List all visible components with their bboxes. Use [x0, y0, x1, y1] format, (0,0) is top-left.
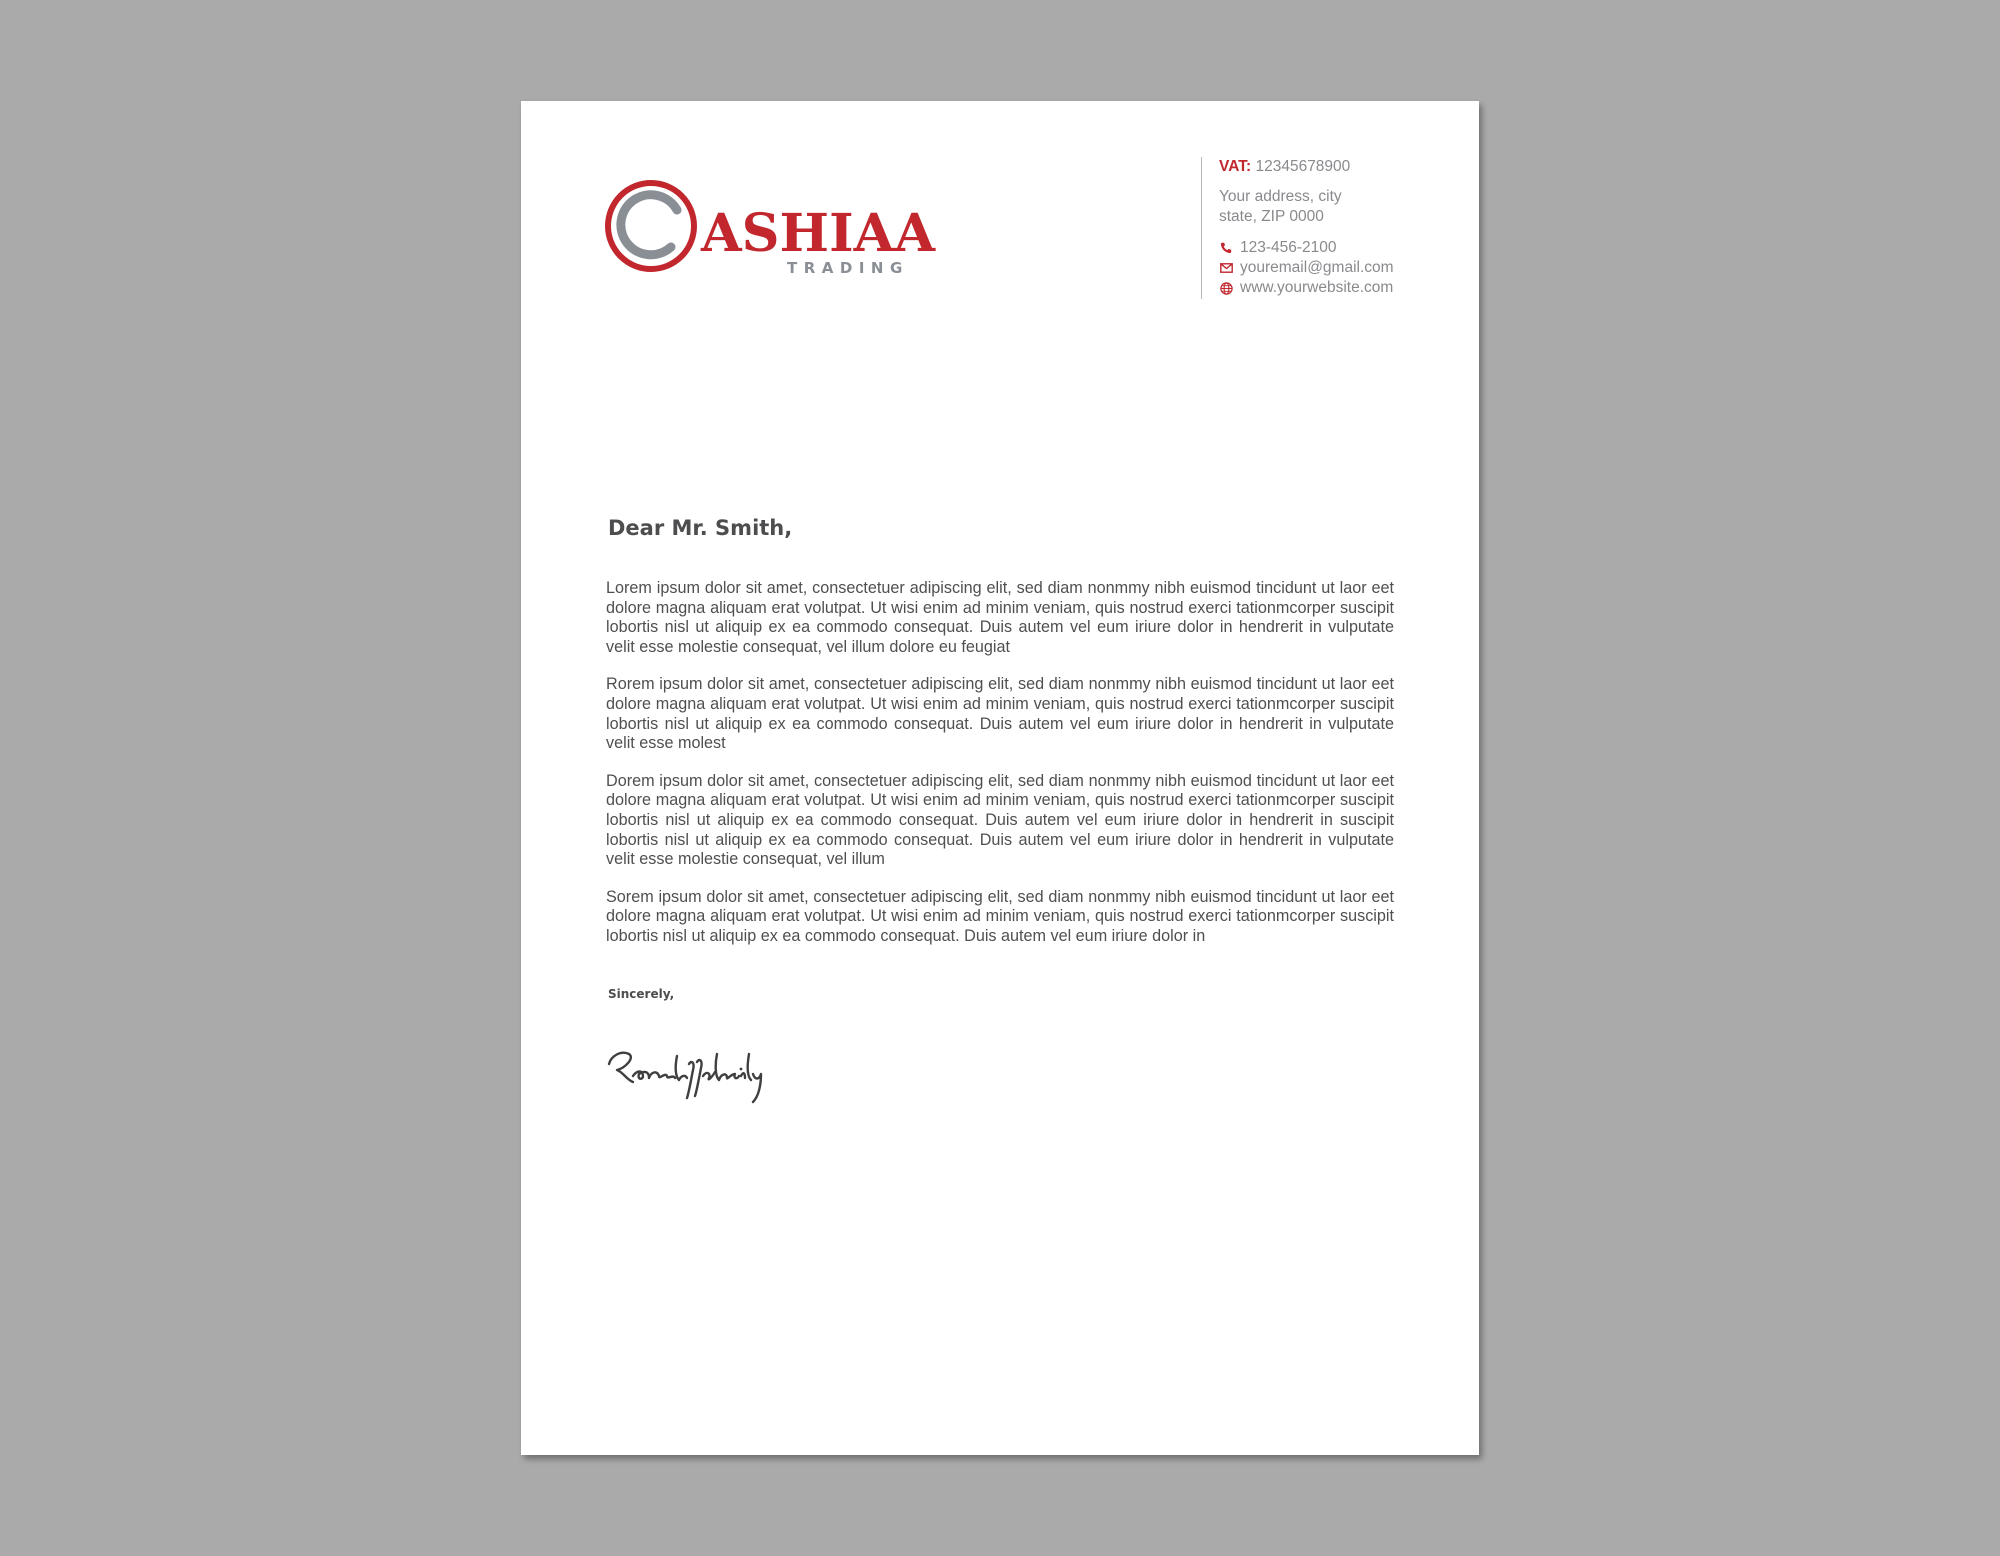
phone-icon — [1219, 241, 1233, 255]
logo-tagline: TRADING — [787, 259, 909, 277]
vat-label: VAT: — [1219, 158, 1252, 175]
phone-number: 123-456-2100 — [1240, 239, 1337, 256]
signature-graphic — [603, 1036, 783, 1106]
vat-value: 12345678900 — [1255, 158, 1351, 175]
company-logo — [605, 177, 945, 277]
body-paragraph: Sorem ipsum dolor sit amet, consectetuer adipiscing elit, sed diam nonmmy nibh euismod tincidunt ut laor eet dolore magna aliquam erat volutpat. Ut wisi enim ad minim veniam, quis nostrud exerci tationmcorper suscipit lobortis nisl ut aliquip ex ea commodo consequat. Duis autem vel eum iriure dolor in — [606, 887, 1394, 945]
phone-row — [1219, 238, 1451, 258]
contact-block — [1201, 157, 1451, 299]
logo-gray-swoosh — [621, 195, 677, 255]
body-paragraph: Rorem ipsum dolor sit amet, consectetuer adipiscing elit, sed diam nonmmy nibh euismod tincidunt ut laor eet dolore magna aliquam erat volutpat. Ut wisi enim ad minim veniam, quis nostrud exerci tationmcorper suscipit lobortis nisl ut aliquip ex ea commodo consequat. Duis autem vel eum iriure dolor in hendrerit in vulputate velit esse molest — [606, 675, 1394, 753]
logo-graphic — [605, 177, 945, 277]
body-paragraph: Dorem ipsum dolor sit amet, consectetuer adipiscing elit, sed diam nonmmy nibh euismod tincidunt ut laor eet dolore magna aliquam erat volutpat. Ut wisi enim ad minim veniam, quis nostrud exerci tationmcorper suscipit lobortis nisl ut aliquip ex ea commodo consequat. Duis autem vel eum iriure dolor in hendrerit in suscipit lobortis nisl ut aliquip ex ea commodo consequat. Duis autem vel eum iriure dolor in hendrerit in vulputate velit esse molestie consequat, vel illum — [606, 771, 1394, 869]
vat-row — [1219, 157, 1451, 177]
address-line-1: Your address, city — [1219, 188, 1342, 205]
letter-closing: Sincerely, — [608, 987, 675, 1001]
letter-greeting: Dear Mr. Smith, — [608, 516, 793, 540]
email-address[interactable]: youremail@gmail.com — [1240, 259, 1394, 276]
envelope-icon — [1219, 261, 1233, 275]
logo-wordmark: ASHIAA — [699, 203, 936, 264]
globe-icon — [1219, 281, 1233, 295]
letter-body — [606, 579, 1394, 965]
website-row — [1219, 278, 1451, 298]
letterhead-page — [521, 101, 1479, 1455]
signature — [603, 1036, 783, 1106]
body-paragraph: Lorem ipsum dolor sit amet, consectetuer adipiscing elit, sed diam nonmmy nibh euismod tincidunt ut laor eet dolore magna aliquam erat volutpat. Ut wisi enim ad minim veniam, quis nostrud exerci tationmcorper suscipit lobortis nisl ut aliquip ex ea commodo consequat. Duis autem vel eum iriure dolor in hendrerit in vulputate velit esse molestie consequat, vel illum dolore eu feugiat — [606, 579, 1394, 656]
website-url[interactable]: www.yourwebsite.com — [1240, 279, 1394, 296]
contact-lines — [1219, 238, 1451, 298]
address — [1219, 187, 1451, 227]
address-line-2: state, ZIP 0000 — [1219, 208, 1324, 225]
email-row — [1219, 258, 1451, 278]
